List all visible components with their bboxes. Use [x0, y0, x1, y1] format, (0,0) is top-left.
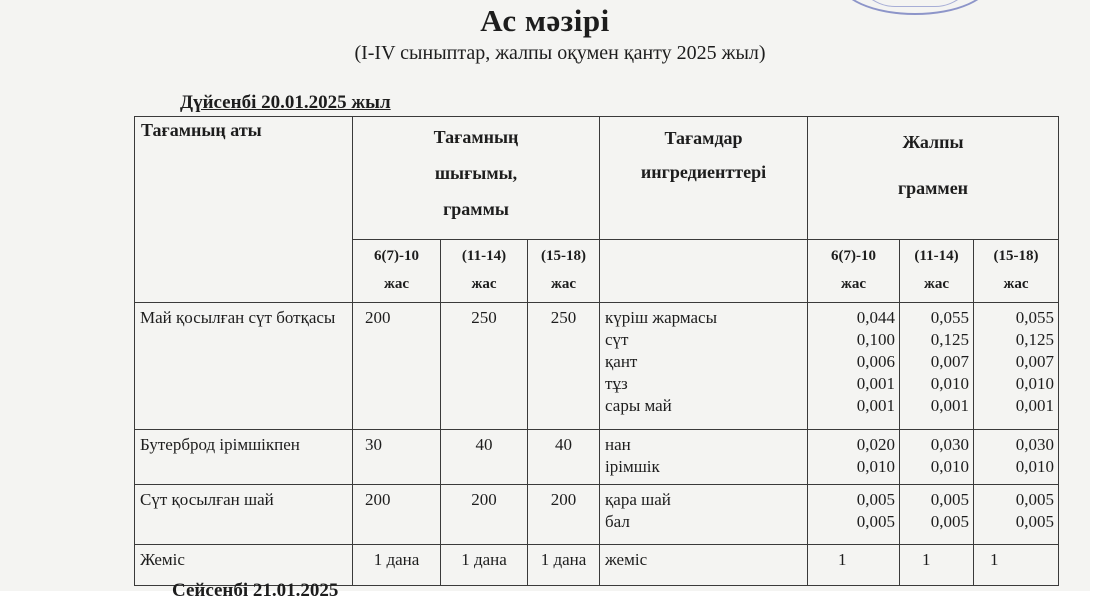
output-cell: 30 — [353, 430, 441, 485]
header-dish-name: Тағамның аты — [135, 117, 353, 303]
total-cell: 0,005 0,005 — [900, 485, 974, 545]
ingredients-subheader — [600, 240, 808, 303]
output-cell: 200 — [353, 303, 441, 430]
page-margin — [1090, 0, 1105, 591]
page-title: Ас мәзірі — [480, 3, 610, 38]
dish-name: Сүт қосылған шай — [135, 485, 353, 545]
header-total: Жалпы граммен — [808, 117, 1059, 240]
output-cell: 200 — [441, 485, 528, 545]
total-cell: 0,044 0,100 0,006 0,001 0,001 — [808, 303, 900, 430]
table-row — [135, 430, 1059, 485]
ingredients-cell: қара шай бал — [600, 485, 808, 545]
table-row — [135, 485, 1059, 545]
total-cell: 0,005 0,005 — [974, 485, 1059, 545]
menu-table — [134, 116, 1059, 586]
total-cell: 0,005 0,005 — [808, 485, 900, 545]
header-output: Тағамның шығымы, граммы — [353, 117, 600, 240]
age-group-header: 6(7)-10 жас — [808, 240, 900, 303]
dish-name: Жеміс — [135, 545, 353, 586]
output-cell: 250 — [528, 303, 600, 430]
table-row — [135, 303, 1059, 430]
output-cell: 200 — [353, 485, 441, 545]
output-cell: 1 дана — [528, 545, 600, 586]
total-cell: 0,055 0,125 0,007 0,010 0,001 — [900, 303, 974, 430]
dish-name: Май қосылған сүт ботқасы — [135, 303, 353, 430]
age-group-header: (15-18) жас — [974, 240, 1059, 303]
age-group-header: (15-18) жас — [528, 240, 600, 303]
total-cell: 0,030 0,010 — [900, 430, 974, 485]
total-cell: 0,055 0,125 0,007 0,010 0,001 — [974, 303, 1059, 430]
total-cell: 0,020 0,010 — [808, 430, 900, 485]
age-group-header: (11-14) жас — [441, 240, 528, 303]
ingredients-cell: нан ірімшік — [600, 430, 808, 485]
page-subtitle: (I-IV сыныптар, жалпы оқумен қанту 2025 жыл) — [354, 42, 766, 64]
output-cell: 200 — [528, 485, 600, 545]
output-cell: 1 дана — [353, 545, 441, 586]
next-day-heading: Сейсенбі 21.01.2025 — [172, 580, 339, 601]
day-heading: Дүйсенбі 20.01.2025 жыл — [180, 92, 391, 113]
output-cell: 1 дана — [441, 545, 528, 586]
output-cell: 250 — [441, 303, 528, 430]
total-cell: 1 — [974, 545, 1059, 586]
header-ingredients: Тағамдар ингредиенттері — [600, 117, 808, 240]
ingredients-cell: күріш жармасы сүт қант тұз сары май — [600, 303, 808, 430]
total-cell: 0,030 0,010 — [974, 430, 1059, 485]
age-group-header: 6(7)-10 жас — [353, 240, 441, 303]
output-cell: 40 — [441, 430, 528, 485]
total-cell: 1 — [900, 545, 974, 586]
output-cell: 40 — [528, 430, 600, 485]
ingredients-cell: жеміс — [600, 545, 808, 586]
dish-name: Бутерброд ірімшікпен — [135, 430, 353, 485]
age-group-header: (11-14) жас — [900, 240, 974, 303]
total-cell: 1 — [808, 545, 900, 586]
